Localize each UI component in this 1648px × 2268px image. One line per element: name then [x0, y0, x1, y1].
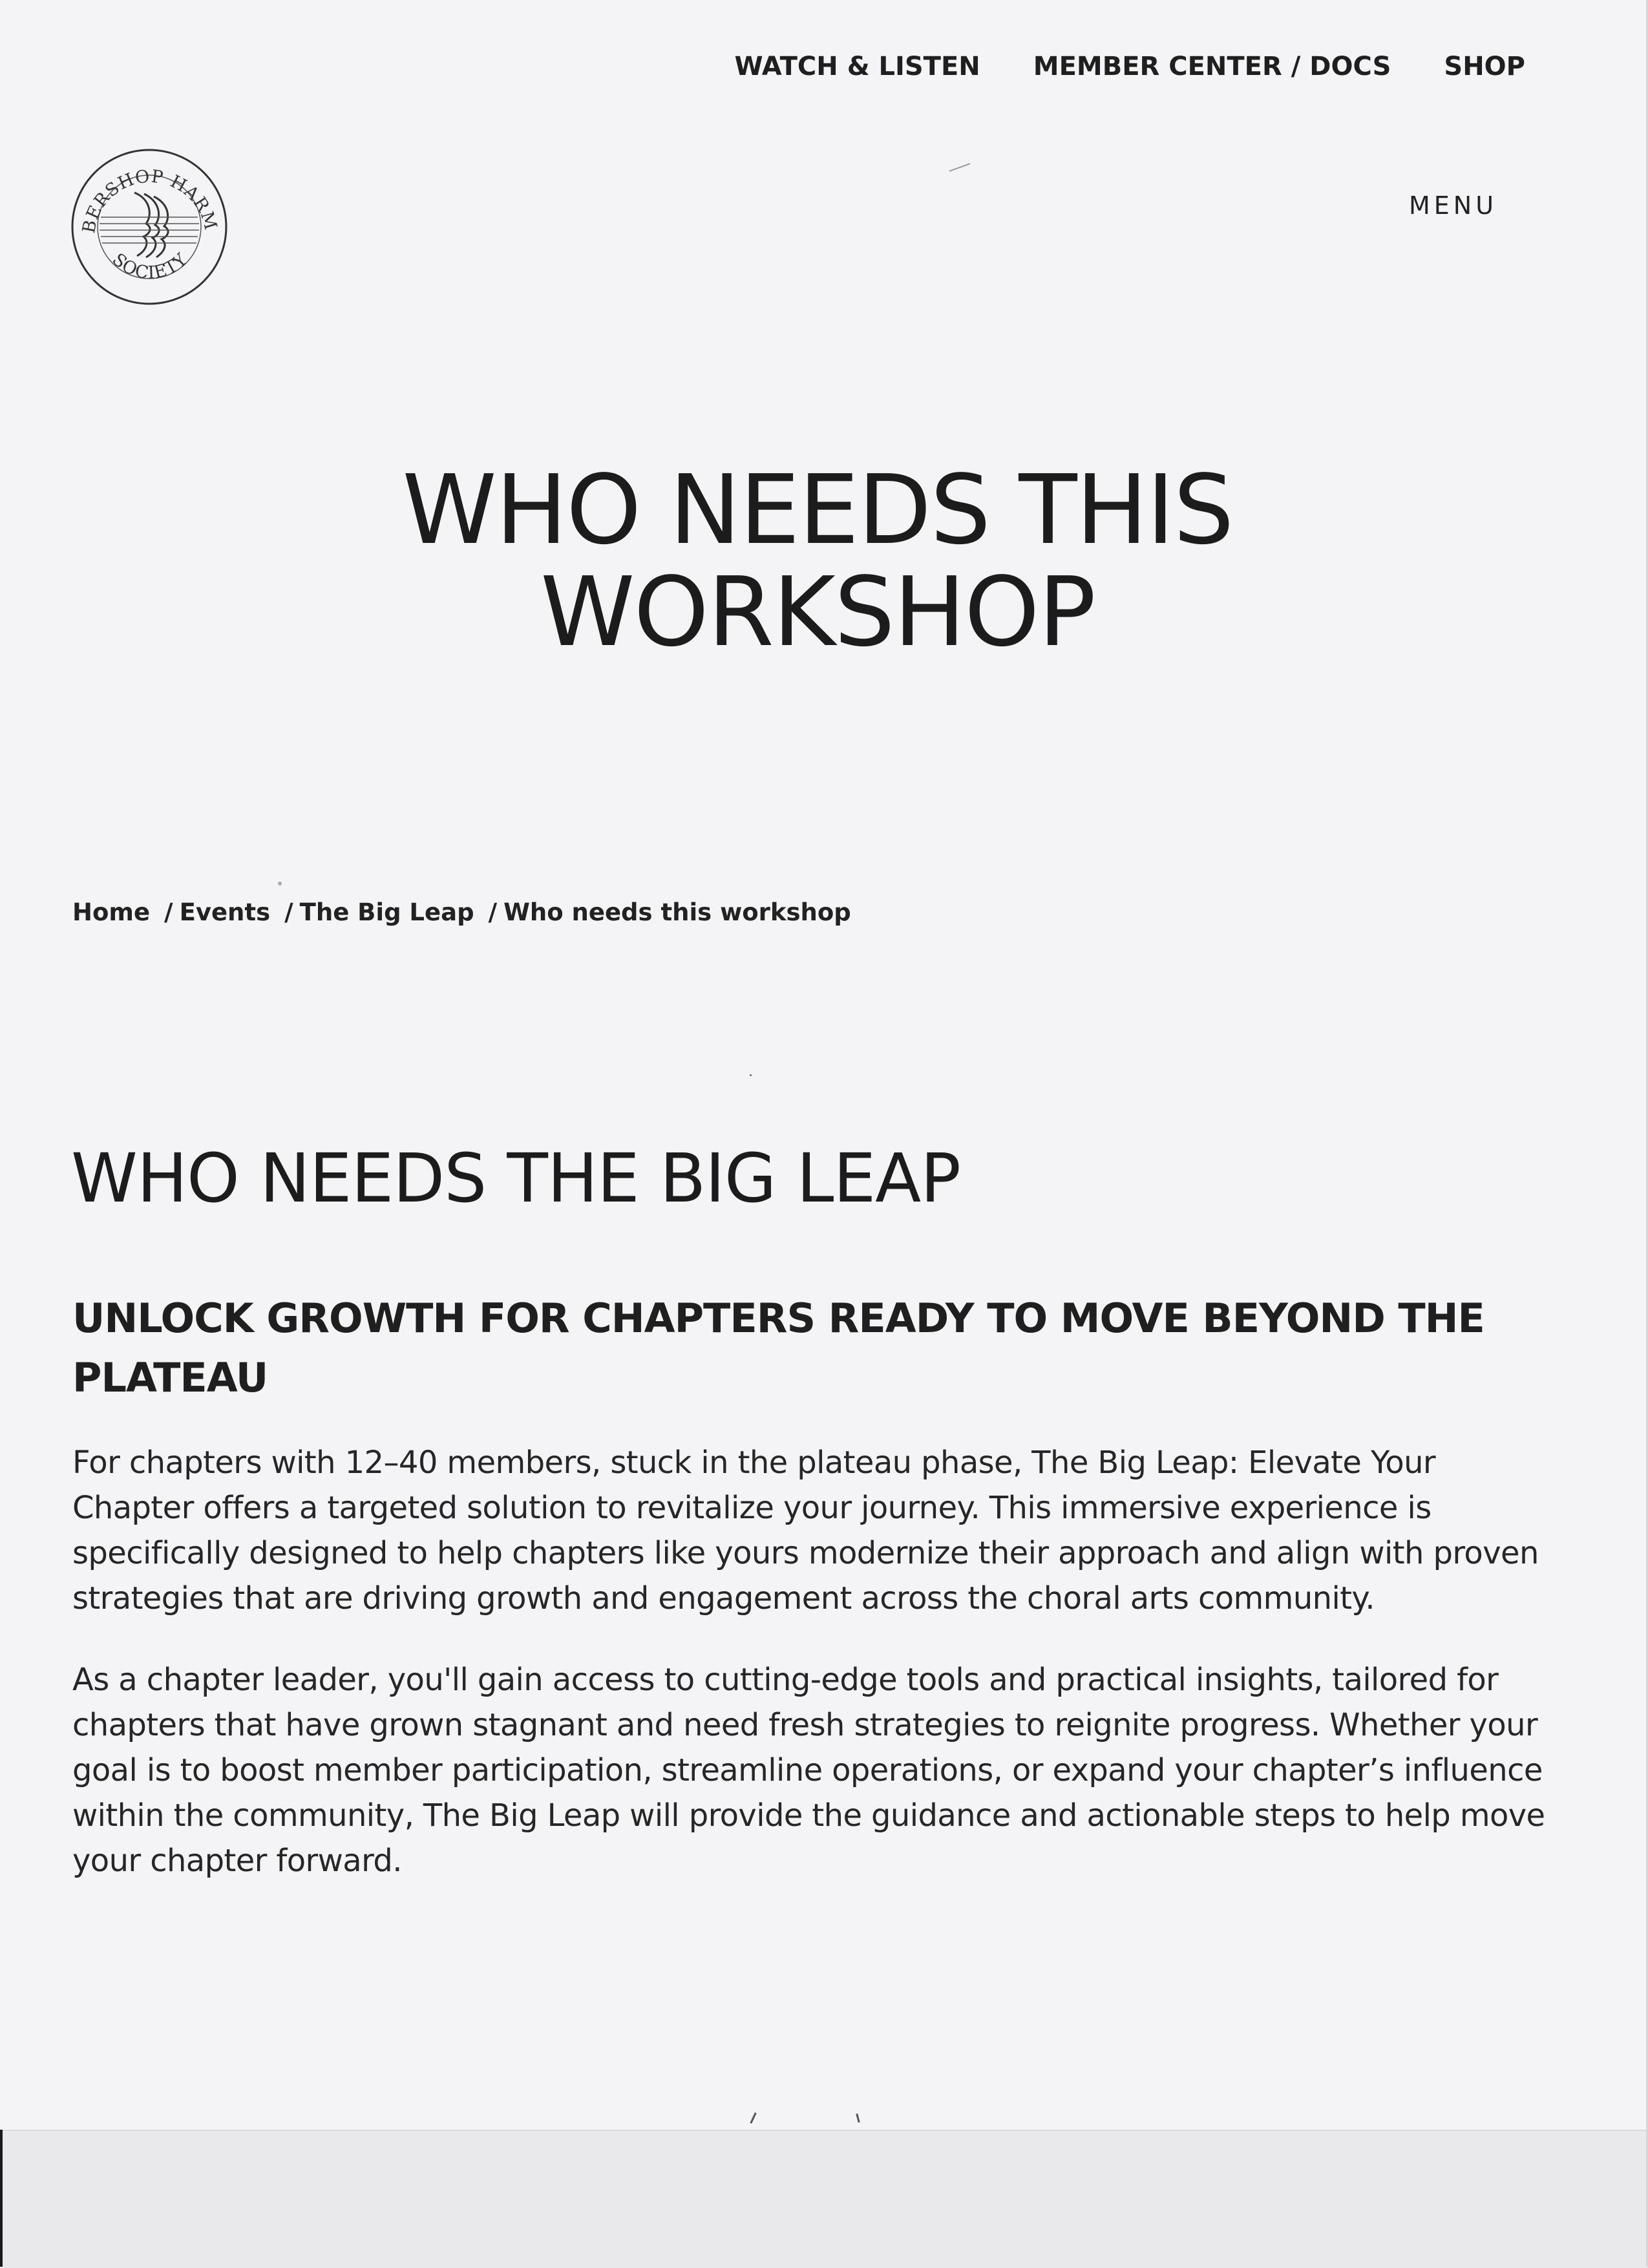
breadcrumb-home[interactable]: Home: [72, 898, 151, 926]
breadcrumb-separator: /: [164, 898, 173, 926]
page-title: WHO NEEDS THIS WORKSHOP: [402, 454, 1233, 668]
svg-text:SOCIETY: SOCIETY: [108, 249, 192, 284]
barbershop-harmony-society-logo[interactable]: [70, 147, 229, 306]
nav-shop[interactable]: SHOP: [1444, 52, 1525, 81]
breadcrumb-the-big-leap[interactable]: The Big Leap: [299, 898, 474, 926]
breadcrumb-separator: /: [488, 898, 498, 926]
body-paragraph-1: For chapters with 12–40 members, stuck in the plateau phase, The Big Leap: Elevate Your Chapter offers a targeted solution to revitalize your journey. This immersive experience is specifically designed to help chapters like yours modernize their approach and align with proven strategies that are driving growth and engagement across the choral arts community.: [72, 1445, 1539, 1616]
section-subheading: UNLOCK GROWTH FOR CHAPTERS READY TO MOVE BEYOND THE PLATEAU: [72, 1295, 1484, 1401]
svg-text:BARBERSHOP HARMONY: BERSHOP HARM: [79, 166, 221, 235]
breadcrumb-events[interactable]: Events: [179, 898, 271, 926]
breadcrumb-current: Who needs this workshop: [503, 898, 851, 926]
scan-speck: [750, 1074, 752, 1076]
nav-watch-listen[interactable]: WATCH & LISTEN: [734, 52, 980, 81]
section-heading: WHO NEEDS THE BIG LEAP: [71, 1139, 961, 1218]
scan-speck: [278, 882, 282, 885]
breadcrumb-separator: /: [284, 898, 293, 926]
breadcrumb: [72, 898, 851, 926]
menu-button[interactable]: MENU: [1409, 191, 1498, 220]
top-navigation: [734, 52, 1525, 81]
body-paragraph-2: As a chapter leader, you'll gain access to cutting-edge tools and practical insights, tailored for chapters that have grown stagnant and need fresh strategies to reignite progress. Whether your goal is to boost member participation, streamline operations, or expand your chapter’s influence within the community, The Big Leap will provide the guidance and actionable steps to help move your chapter forward.: [72, 1662, 1545, 1879]
scan-edge: [0, 2130, 3, 2267]
scan-margin: [0, 2130, 1648, 2268]
logo-seal-icon: [70, 147, 229, 306]
nav-member-center[interactable]: MEMBER CENTER / DOCS: [1033, 52, 1391, 81]
